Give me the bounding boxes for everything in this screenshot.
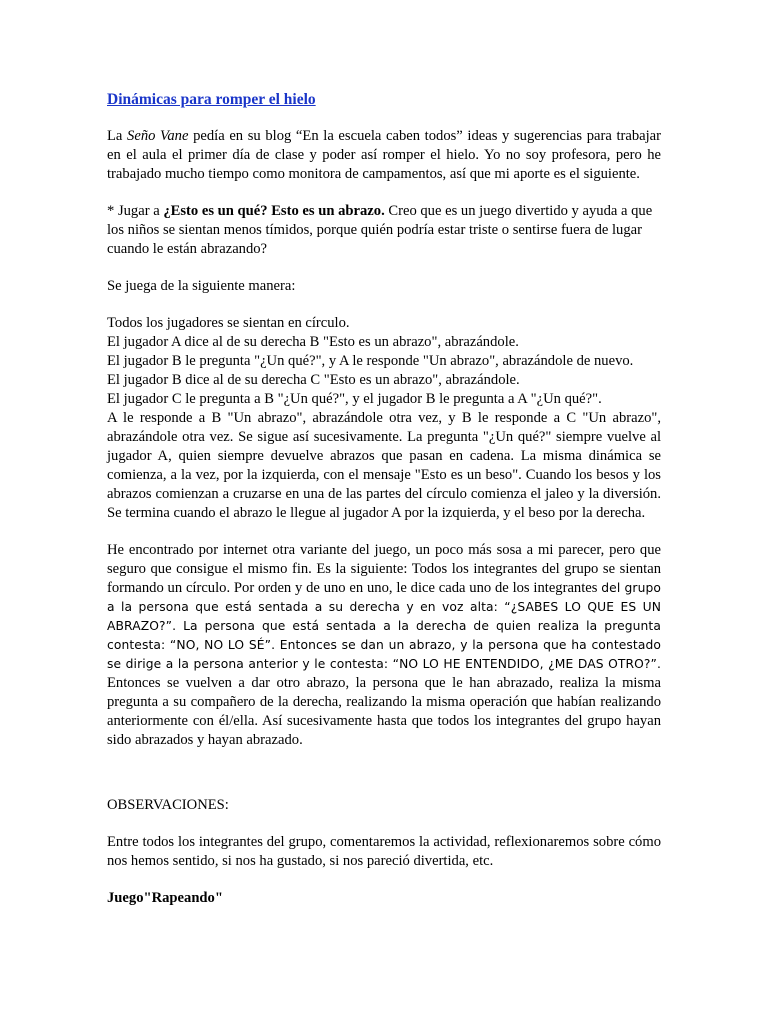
intro-author: Seño Vane <box>127 128 189 144</box>
variant-text-start: He encontrado por internet otra variante del juego, un poco más sosa a mi parecer, pero que seguro que consigue el mismo fin. Es la siguiente: Todos los integrantes del grupo se sientan formando un círculo. Por orden y de uno en uno, le dice cada uno de los integrantes <box>107 542 661 596</box>
variant-text-end: Entonces se vuelven a dar otro abrazo, la persona que le han abrazado, realiza la misma pregunta a su compañero de la derecha, realizando la misma operación que habían realizando anteriormente con él/ella. Así sucesivamente hasta que todos los integrantes del grupo hayan sido abrazados y hayan abrazado. <box>107 675 661 748</box>
steps-paragraph <box>107 314 661 523</box>
intro-text-rest: pedía en su blog “En la escuela caben todos” ideas y sugerencias para trabajar en el aula el primer día de clase y poder así romper el hielo. Yo no soy profesora, pero he trabajado mucho tiempo como monitora de campamentos, así que mi aporte es el siguiente. <box>107 128 662 182</box>
observaciones-paragraph: Entre todos los integrantes del grupo, comentaremos la actividad, reflexionaremos sobre cómo nos hemos sentido, si nos ha gustado, si nos pareció divertida, etc. <box>107 834 661 869</box>
step-line: Todos los jugadores se sientan en círculo. <box>107 315 350 331</box>
game1-description: Creo que es un juego divertido y ayuda a que los niños se sientan menos tímidos, porque quién podría estar triste o sentirse fuera de lugar cuando le están abrazando? <box>107 203 653 257</box>
intro-text-start: La <box>107 128 128 144</box>
game1-prefix: * Jugar a <box>107 203 164 219</box>
how-to-paragraph: Se juega de la siguiente manera: <box>107 278 296 294</box>
document-page <box>107 90 661 926</box>
step-line: El jugador A dice al de su derecha B "Esto es un abrazo", abrazándole. <box>107 334 519 350</box>
variant-paragraph <box>107 541 661 750</box>
steps-continuation: A le responde a B "Un abrazo", abrazándole otra vez, y B le responde a C "Un abrazo", abrazándole otra vez. Se sigue así sucesivamente. La pregunta "¿Un qué?" siempre vuelve al jugador A, quien siempre devuelve abrazos que pasan en cadena. La misma dinámica se comienza, a la vez, por la izquierda, con el mensaje "Esto es un beso". Cuando los besos y los abrazos comienzan a cruzarse en una de las partes del círculo comienza el jaleo y la diversión. Se termina cuando el abrazo le llegue al jugador A por la izquierda, y el beso por la derecha. <box>107 410 661 521</box>
section-spacer <box>107 768 661 796</box>
game1-name: ¿Esto es un qué? Esto es un abrazo. <box>163 203 385 219</box>
step-line: El jugador B dice al de su derecha C "Esto es un abrazo", abrazándole. <box>107 372 520 388</box>
next-game-heading: Juego"Rapeando" <box>107 890 223 906</box>
intro-paragraph <box>107 127 661 184</box>
document-title-link[interactable]: Dinámicas para romper el hielo <box>107 91 316 108</box>
step-line: El jugador C le pregunta a B "¿Un qué?", y el jugador B le pregunta a A "¿Un qué?". <box>107 391 602 407</box>
game1-paragraph <box>107 202 661 259</box>
step-line: El jugador B le pregunta "¿Un qué?", y A le responde "Un abrazo", abrazándole de nuevo. <box>107 353 634 369</box>
variant-text-dialogue: del grupo a la persona que está sentada a su derecha y en voz alta: “¿SABES LO QUE ES UN ABRAZO?”. La persona que está sentada a la derecha de quien realiza la pregunta contesta: “NO, NO LO SÉ”. Entonces se dan un abrazo, y la persona que ha contestado se dirige a la persona anterior y le contesta: “NO LO HE ENTENDIDO, ¿ME DAS OTRO?”. <box>107 581 661 671</box>
observaciones-heading: OBSERVACIONES: <box>107 797 229 813</box>
